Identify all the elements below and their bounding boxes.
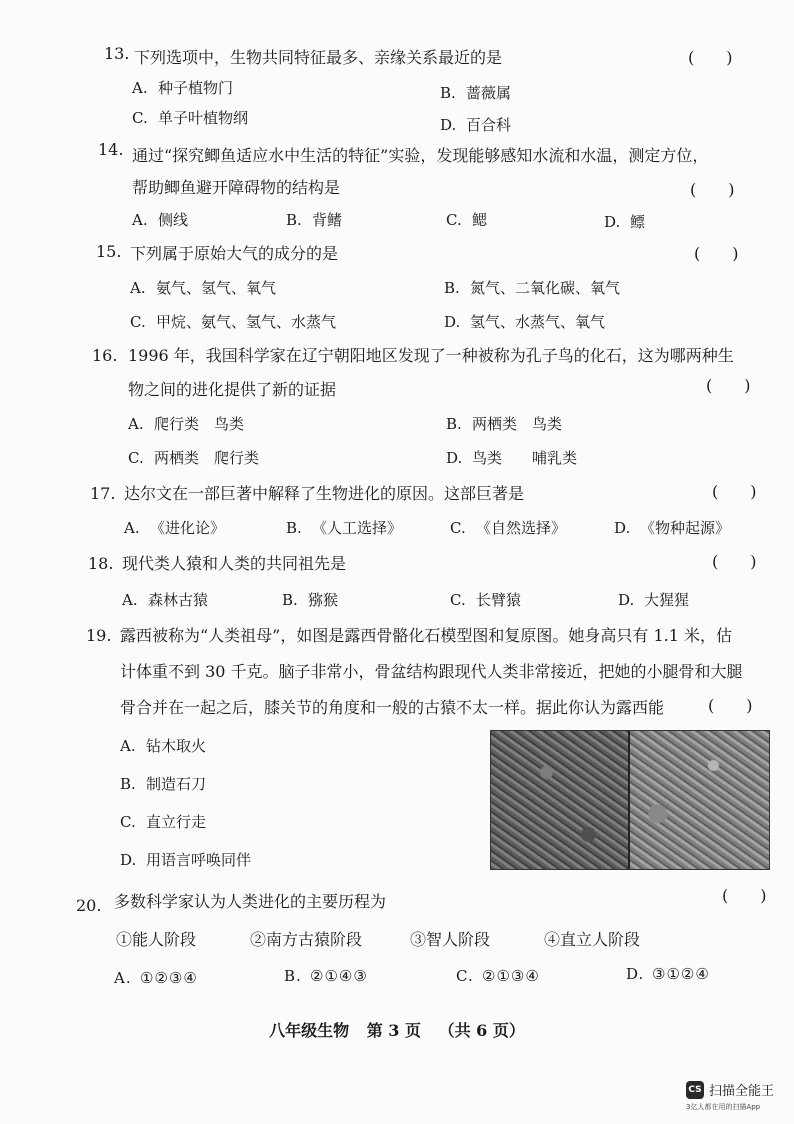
question-number: 17. — [90, 484, 116, 503]
option-c: C. 直立行走 — [120, 813, 207, 831]
option-b: B. 《人工选择》 — [286, 519, 403, 537]
question-stem: 通过“探究鲫鱼适应水中生活的特征”实验，发现能够感知水流和水温，测定方位， — [132, 146, 709, 165]
question-stem: 物之间的进化提供了新的证据 — [128, 380, 337, 399]
question-number: 18. — [88, 554, 114, 573]
option-d: D. 鸟类 哺乳类 — [446, 449, 578, 467]
scanner-name: 扫描全能王 — [709, 1084, 775, 1099]
answer-blank: ( ) — [712, 552, 757, 571]
camscanner-logo-icon: CS — [686, 1081, 704, 1099]
option-b: B. 氮气、二氧化碳、氧气 — [444, 279, 621, 297]
question-stem: 骨合并在一起之后，膝关节的角度和一般的古猿不太一样。据此你认为露西能 — [120, 698, 665, 717]
option-a: A. 氨气、氢气、氧气 — [130, 279, 277, 297]
option-d: D. 用语言呼唤同伴 — [120, 851, 252, 869]
option-a: A. 《进化论》 — [124, 519, 226, 537]
question-stem: 多数科学家认为人类进化的主要历程为 — [114, 892, 387, 911]
option-a: A. 种子植物门 — [132, 79, 234, 97]
option-c: C. 鳃 — [446, 211, 488, 229]
question-stem: 现代类人猿和人类的共同祖先是 — [122, 554, 347, 573]
option-a: A. 钻木取火 — [120, 737, 207, 755]
stage-item: ④直立人阶段 — [544, 930, 641, 949]
question-number: 16. — [92, 346, 118, 365]
option-c: C. 单子叶植物纲 — [132, 109, 249, 127]
scanner-watermark — [686, 1080, 774, 1099]
option-c: C. 甲烷、氨气、氢气、水蒸气 — [130, 313, 337, 331]
answer-blank: ( ) — [688, 48, 733, 67]
option-a: A. 侧线 — [132, 211, 189, 229]
option-a: A. 爬行类 鸟类 — [128, 415, 245, 433]
option-b: B. 制造石刀 — [120, 775, 207, 793]
option-d: D. 鳔 — [604, 213, 646, 231]
answer-blank: ( ) — [712, 482, 757, 501]
reconstruction-image — [628, 731, 769, 869]
option-c: C. 《自然选择》 — [450, 519, 567, 537]
option-d: D. 氢气、水蒸气、氧气 — [444, 313, 606, 331]
question-stem: 1996 年，我国科学家在辽宁朝阳地区发现了一种被称为孔子鸟的化石，这为哪两种生 — [128, 346, 734, 365]
question-number: 13. — [104, 44, 130, 63]
question-stem: 帮助鲫鱼避开障碍物的结构是 — [132, 178, 341, 197]
option-a: A. 森林古猿 — [122, 591, 209, 609]
question-stem: 计体重不到 30 千克。脑子非常小，骨盆结构跟现代人类非常接近，把她的小腿骨和大腿 — [120, 662, 743, 681]
option-c: C. 两栖类 爬行类 — [128, 449, 260, 467]
option-d: D. 《物种起源》 — [614, 519, 731, 537]
answer-blank: ( ) — [694, 244, 739, 263]
option-d: D. 大猩猩 — [618, 591, 690, 609]
stage-item: ①能人阶段 — [116, 930, 197, 949]
option-d: D. ③①②④ — [626, 965, 710, 983]
question-number: 20. — [76, 896, 102, 915]
footer-page: 第 3 页 — [366, 1021, 421, 1040]
footer-total: （共 6 页） — [438, 1021, 525, 1040]
option-d: D. 百合科 — [440, 116, 512, 134]
option-c: C. ②①③④ — [456, 967, 540, 985]
answer-blank: ( ) — [708, 696, 753, 715]
answer-blank: ( ) — [706, 376, 751, 395]
fossil-model-image — [491, 731, 630, 869]
stage-item: ③智人阶段 — [410, 930, 491, 949]
option-b: B. 两栖类 鸟类 — [446, 415, 563, 433]
question-stem: 达尔文在一部巨著中解释了生物进化的原因。这部巨著是 — [124, 484, 525, 503]
option-b: B. 背鳍 — [286, 211, 343, 229]
question-stem: 下列选项中，生物共同特征最多、亲缘关系最近的是 — [134, 48, 503, 67]
option-a: A. ①②③④ — [114, 969, 198, 987]
answer-blank: ( ) — [722, 886, 767, 905]
option-b: B. ②①④③ — [284, 967, 368, 985]
option-c: C. 长臂猿 — [450, 591, 522, 609]
question-number: 19. — [86, 626, 112, 645]
footer-subject: 八年级生物 — [269, 1021, 350, 1040]
question-number: 15. — [96, 242, 122, 261]
question-stem: 下列属于原始大气的成分的是 — [130, 244, 339, 263]
lucy-fossil-photo — [490, 730, 770, 870]
stage-item: ②南方古猿阶段 — [250, 930, 363, 949]
question-number: 14. — [98, 140, 124, 159]
answer-blank: ( ) — [690, 180, 735, 199]
page-footer — [0, 1018, 794, 1041]
question-stem: 露西被称为“人类祖母”，如图是露西骨骼化石模型图和复原图。她身高只有 1.1 米，估 — [120, 626, 732, 645]
option-b: B. 蔷薇属 — [440, 84, 512, 102]
scanner-tagline: 3亿人都在用的扫描App — [686, 1103, 761, 1111]
option-b: B. 猕猴 — [282, 591, 339, 609]
